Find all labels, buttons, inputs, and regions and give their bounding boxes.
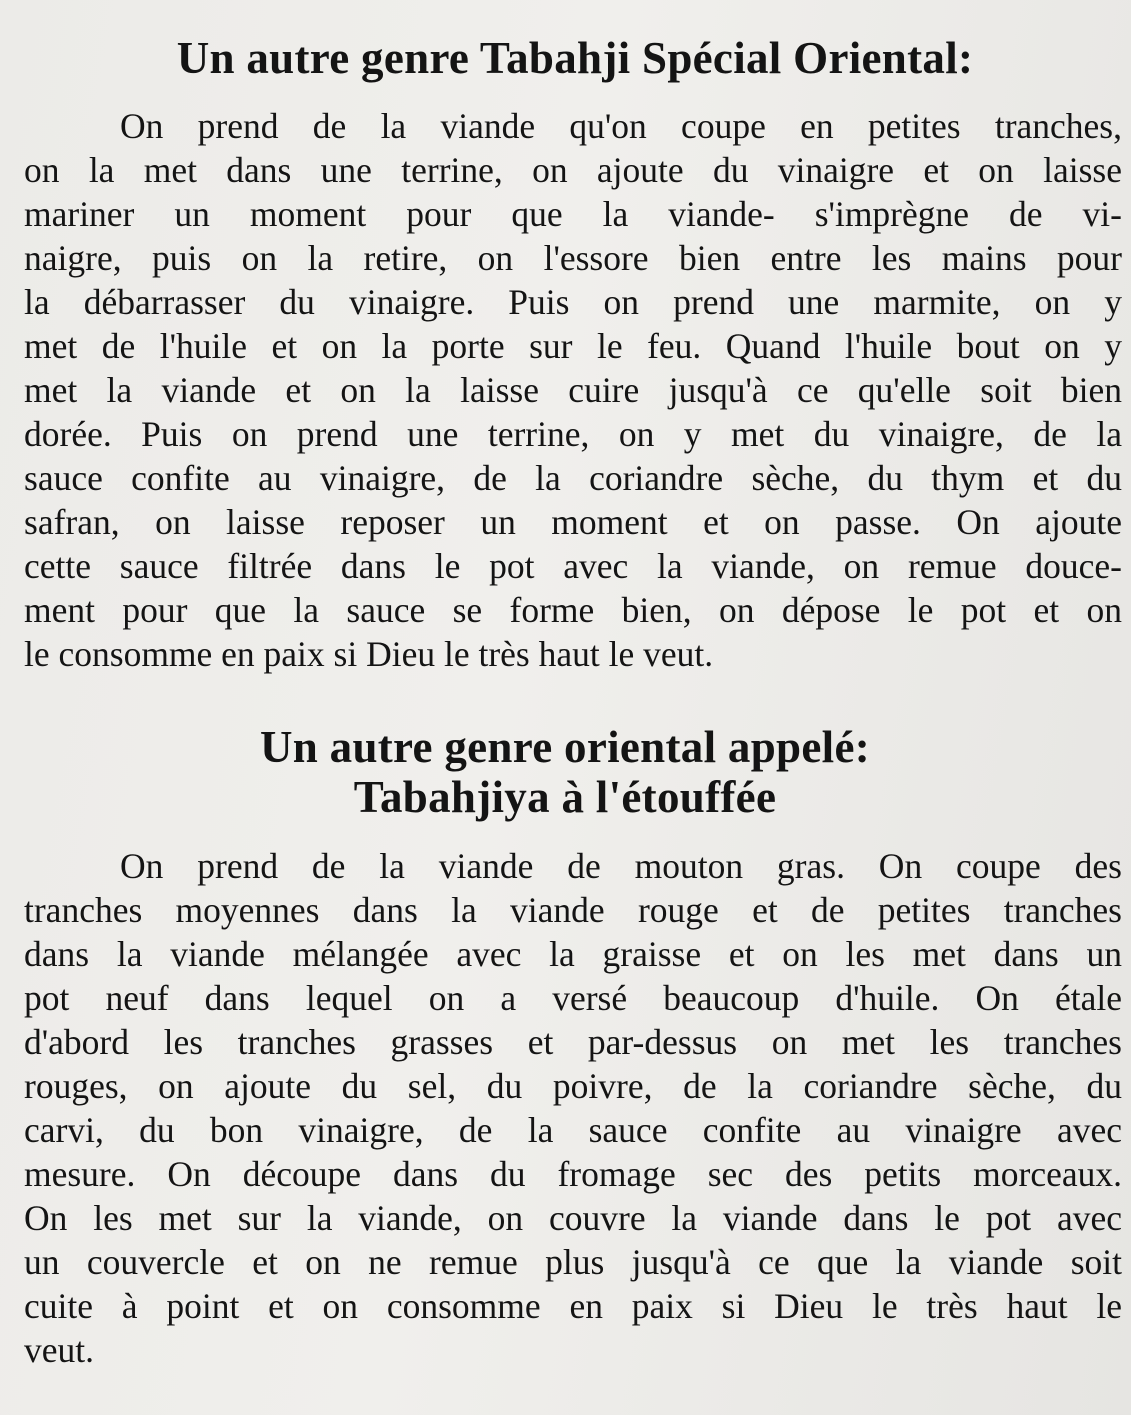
text-line: un couvercle et on ne remue plus jusqu'à ce que la viande soit (24, 1242, 1122, 1282)
text-line: veut. (24, 1330, 94, 1370)
text-line: mesure. On découpe dans du fromage sec des petits morceaux. (24, 1154, 1122, 1194)
section-1-title: Un autre genre Tabahji Spécial Oriental: (176, 33, 974, 83)
text-line: d'abord les tranches grasses et par-dessus on met les tranches (24, 1022, 1122, 1062)
text-line: safran, on laisse reposer un moment et on passe. On ajoute (24, 502, 1122, 542)
text-line: tranches moyennes dans la viande rouge et de petites tranches (24, 890, 1122, 930)
text-line: rouges, on ajoute du sel, du poivre, de la coriandre sèche, du (24, 1066, 1122, 1106)
section-2-title (40, 722, 1090, 822)
text-line: dans la viande mélangée avec la graisse et on les met dans un (24, 934, 1122, 974)
text-line: met de l'huile et on la porte sur le feu. Quand l'huile bout on y (24, 326, 1122, 366)
text-line: cuite à point et on consomme en paix si Dieu le très haut le (24, 1286, 1122, 1326)
text-line: On les met sur la viande, on couvre la viande dans le pot avec (24, 1198, 1122, 1238)
text-line: On prend de la viande qu'on coupe en petites tranches, (120, 106, 1122, 146)
text-line: cette sauce filtrée dans le pot avec la viande, on remue douce- (24, 546, 1122, 586)
section-2-paragraph (24, 844, 1122, 1372)
text-line: naigre, puis on la retire, on l'essore bien entre les mains pour (24, 238, 1122, 278)
section-2-title-line-1: Un autre genre oriental appelé: (259, 722, 871, 772)
text-line: carvi, du bon vinaigre, de la sauce confite au vinaigre avec (24, 1110, 1122, 1150)
text-line: On prend de la viande de mouton gras. On coupe des (120, 846, 1122, 886)
text-line: ment pour que la sauce se forme bien, on dépose le pot et on (24, 590, 1122, 630)
text-line: sauce confite au vinaigre, de la coriandre sèche, du thym et du (24, 458, 1122, 498)
text-line: mariner un moment pour que la viande- s'imprègne de vi- (24, 194, 1122, 234)
section-1-paragraph (24, 104, 1122, 676)
text-line: pot neuf dans lequel on a versé beaucoup d'huile. On étale (24, 978, 1122, 1018)
text-line: met la viande et on la laisse cuire jusqu'à ce qu'elle soit bien (24, 370, 1122, 410)
text-line: le consomme en paix si Dieu le très haut le veut. (24, 634, 714, 674)
text-line: on la met dans une terrine, on ajoute du vinaigre et on laisse (24, 150, 1122, 190)
section-2-title-line-2: Tabahjiya à l'étouffée (353, 772, 777, 822)
text-line: dorée. Puis on prend une terrine, on y met du vinaigre, de la (24, 414, 1122, 454)
text-line: la débarrasser du vinaigre. Puis on prend une marmite, on y (24, 282, 1122, 322)
